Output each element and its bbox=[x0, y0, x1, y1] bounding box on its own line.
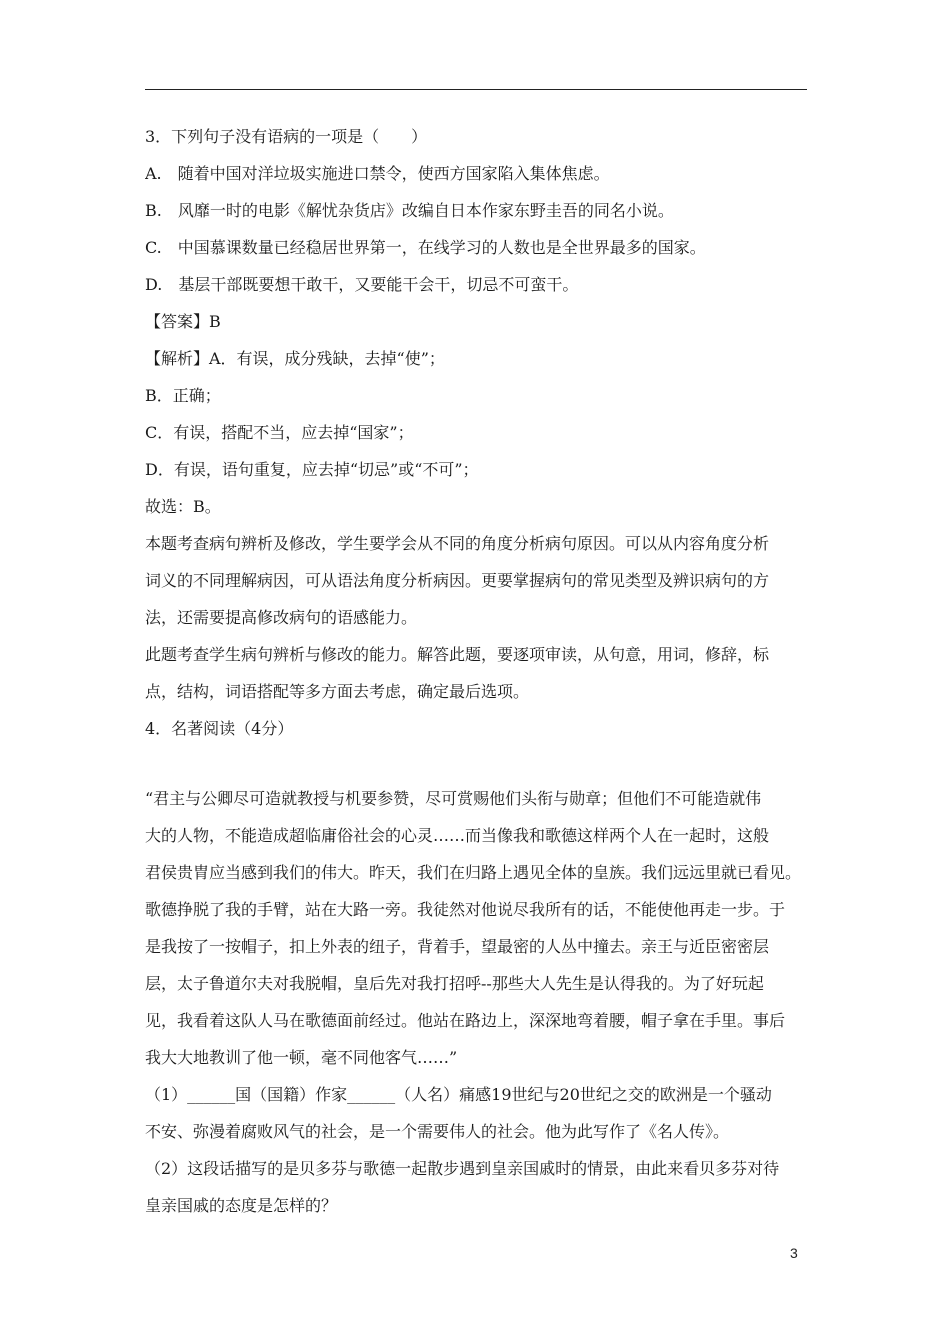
question-3-stem: 3．下列句子没有语病的一项是（ ） bbox=[145, 127, 428, 146]
quote-line: 见，我看着这队人马在歌德面前经过。他站在路边上，深深地弯着腰，帽子拿在手里。事后 bbox=[145, 1011, 786, 1030]
question-4-stem: 4．名著阅读（4分） bbox=[145, 719, 294, 738]
comment-paragraph bbox=[145, 525, 813, 636]
quote-line: 大的人物，不能造成超临庸俗社会的心灵……而当像我和歌德这样两个人在一起时，这般 bbox=[145, 826, 770, 845]
quote-paragraph bbox=[145, 780, 813, 1076]
option-b: B. 风靡一时的电影《解忧杂货店》改编自日本作家东野圭吾的同名小说。 bbox=[145, 201, 674, 220]
document-body bbox=[145, 118, 813, 1224]
sub-question-1-line: 不安、弥漫着腐败风气的社会，是一个需要伟人的社会。他为此写作了《名人传》。 bbox=[145, 1122, 730, 1141]
method-line: 点，结构，词语搭配等多方面去考虑，确定最后选项。 bbox=[145, 682, 530, 701]
method-paragraph bbox=[145, 636, 813, 710]
sub-question-2-line: 皇亲国戚的态度是怎样的？ bbox=[145, 1196, 338, 1215]
quote-line: 是我按了一按帽子，扣上外表的纽子，背着手，望最密的人丛中撞去。亲王与近臣密密层 bbox=[145, 937, 770, 956]
quote-line: “君主与公卿尽可造就教授与机要参赞，尽可赏赐他们头衔与勋章；但他们不可能造就伟 bbox=[145, 789, 762, 808]
quote-line: 层，太子鲁道尔夫对我脱帽，皇后先对我打招呼--那些大人先生是认得我的。为了好玩起 bbox=[145, 974, 764, 993]
page-number: 3 bbox=[790, 1245, 798, 1261]
analysis-b: B．正确； bbox=[145, 386, 221, 405]
final-choice: 故选：B。 bbox=[145, 497, 221, 516]
spacer bbox=[145, 747, 813, 780]
sub-question-1-line: （1）______国（国籍）作家______（人名）痛感19世纪与20世纪之交的欧洲是一个骚动 bbox=[145, 1085, 772, 1104]
option-c: C. 中国慕课数量已经稳居世界第一，在线学习的人数也是全世界最多的国家。 bbox=[145, 238, 706, 257]
quote-line: 歌德挣脱了我的手臂，站在大路一旁。我徒然对他说尽我所有的话，不能使他再走一步。于 bbox=[145, 900, 786, 919]
analysis-c: C．有误，搭配不当，应去掉“国家”； bbox=[145, 423, 414, 442]
sub-question-2 bbox=[145, 1150, 813, 1224]
method-line: 此题考查学生病句辨析与修改的能力。解答此题，要逐项审读，从句意，用词，修辞，标 bbox=[145, 645, 770, 664]
comment-line: 词义的不同理解病因，可从语法角度分析病因。更要掌握病句的常见类型及辨识病句的方 bbox=[145, 571, 770, 590]
comment-line: 本题考查病句辨析及修改，学生要学会从不同的角度分析病句原因。可以从内容角度分析 bbox=[145, 534, 770, 553]
header-rule bbox=[145, 89, 807, 90]
analysis-d: D．有误，语句重复，应去掉“切忌”或“不可”； bbox=[145, 460, 479, 479]
sub-question-2-line: （2）这段话描写的是贝多芬与歌德一起散步遇到皇亲国戚时的情景，由此来看贝多芬对待 bbox=[145, 1159, 780, 1178]
analysis-a: 【解析】A．有误，成分残缺，去掉“使”； bbox=[145, 349, 445, 368]
sub-question-1 bbox=[145, 1076, 813, 1150]
option-d: D. 基层干部既要想干敢干，又要能干会干，切忌不可蛮干。 bbox=[145, 275, 579, 294]
comment-line: 法，还需要提高修改病句的语感能力。 bbox=[145, 608, 418, 627]
option-a: A. 随着中国对洋垃圾实施进口禁令，使西方国家陷入集体焦虑。 bbox=[145, 164, 610, 183]
quote-line: 我大大地教训了他一顿，毫不同他客气……” bbox=[145, 1048, 458, 1067]
quote-line: 君侯贵胄应当感到我们的伟大。昨天，我们在归路上遇见全体的皇族。我们远远里就已看见。 bbox=[145, 863, 802, 882]
answer: 【答案】B bbox=[145, 312, 221, 331]
